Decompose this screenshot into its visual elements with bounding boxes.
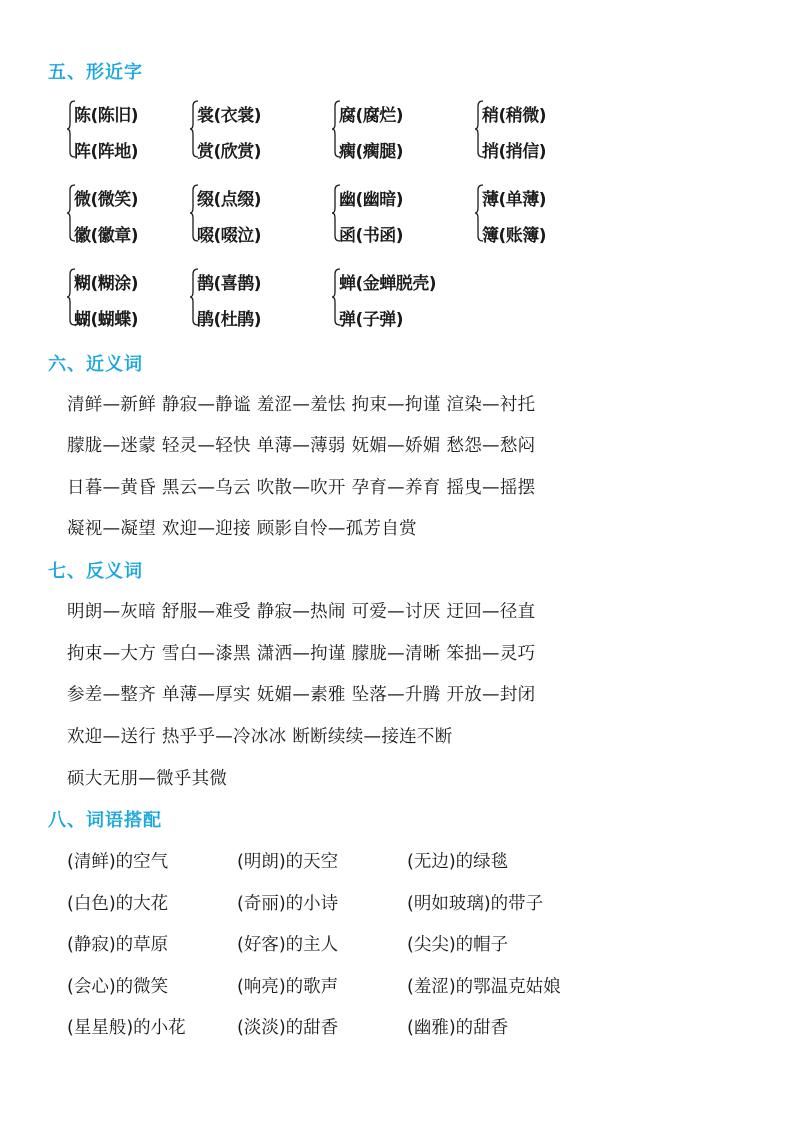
section-title-similar-characters: 五、形近字: [48, 62, 143, 83]
antonym-line: 参差—整齐 单薄—厚实 妩媚—素雅 坠落—升腾 开放—封闭: [67, 685, 536, 705]
similar-char-word: 簿(账簿): [482, 226, 547, 246]
antonym-line: 硕大无朋—微乎其微: [67, 769, 228, 789]
similar-char-word: 稍(稍微): [482, 106, 547, 126]
collocation-item: (会心)的微笑: [67, 977, 169, 997]
similar-char-word: 鹃(杜鹃): [197, 310, 262, 330]
antonym-line: 拘束—大方 雪白—漆黑 潇洒—拘谨 朦胧—清晰 笨拙—灵巧: [67, 644, 536, 664]
antonym-line: 明朗—灰暗 舒服—难受 静寂—热闹 可爱—讨厌 迂回—径直: [67, 602, 536, 622]
section-title-word-collocation: 八、词语搭配: [48, 810, 162, 831]
collocation-item: (淡淡)的甜香: [237, 1018, 339, 1038]
collocation-item: (好客)的主人: [237, 935, 339, 955]
similar-char-word: 蝉(金蝉脱壳): [339, 274, 437, 294]
collocation-item: (静寂)的草原: [67, 935, 169, 955]
collocation-item: (幽雅)的甜香: [407, 1018, 509, 1038]
similar-char-word: 阵(阵地): [74, 142, 139, 162]
similar-char-word: 微(微笑): [74, 190, 139, 210]
similar-char-word: 赏(欣赏): [197, 142, 262, 162]
section-title-antonyms: 七、反义词: [48, 561, 143, 582]
collocation-item: (明朗)的天空: [237, 852, 339, 872]
collocation-item: (响亮)的歌声: [237, 977, 339, 997]
similar-char-word: 啜(啜泣): [197, 226, 262, 246]
similar-char-word: 腐(腐烂): [339, 106, 404, 126]
similar-char-pair: [478, 100, 678, 160]
similar-char-word: 薄(单薄): [482, 190, 547, 210]
similar-char-word: 函(书函): [339, 226, 404, 246]
similar-char-word: 裳(衣裳): [197, 106, 262, 126]
collocation-item: (清鲜)的空气: [67, 852, 169, 872]
similar-char-pair: [335, 268, 535, 328]
collocation-item: (明如玻璃)的带子: [407, 894, 544, 914]
similar-char-word: 陈(陈旧): [74, 106, 139, 126]
similar-char-word: 弹(子弹): [339, 310, 404, 330]
synonym-line: 朦胧—迷蒙 轻灵—轻快 单薄—薄弱 妩媚—娇媚 愁怨—愁闷: [67, 436, 536, 456]
similar-char-word: 瘸(瘸腿): [339, 142, 404, 162]
similar-char-word: 缀(点缀): [197, 190, 262, 210]
synonym-line: 凝视—凝望 欢迎—迎接 顾影自怜—孤芳自赏: [67, 519, 417, 539]
collocation-item: (星星般)的小花: [67, 1018, 186, 1038]
synonym-line: 日暮—黄昏 黑云—乌云 吹散—吹开 孕育—养育 摇曳—摇摆: [67, 478, 536, 498]
collocation-item: (羞涩)的鄂温克姑娘: [407, 977, 561, 997]
similar-char-word: 蝴(蝴蝶): [74, 310, 139, 330]
similar-char-pair: [478, 184, 678, 244]
collocation-item: (奇丽)的小诗: [237, 894, 339, 914]
collocation-item: (尖尖)的帽子: [407, 935, 509, 955]
collocation-item: (无边)的绿毯: [407, 852, 509, 872]
similar-char-word: 幽(幽暗): [339, 190, 404, 210]
similar-char-word: 捎(捎信): [482, 142, 547, 162]
section-title-synonyms: 六、近义词: [48, 354, 143, 375]
similar-char-word: 鹊(喜鹊): [197, 274, 262, 294]
similar-char-word: 糊(糊涂): [74, 274, 139, 294]
collocation-item: (白色)的大花: [67, 894, 169, 914]
antonym-line: 欢迎—送行 热乎乎—冷冰冰 断断续续—接连不断: [67, 727, 453, 747]
similar-char-word: 徽(徽章): [74, 226, 139, 246]
synonym-line: 清鲜—新鲜 静寂—静谧 羞涩—羞怯 拘束—拘谨 渲染—衬托: [67, 395, 536, 415]
